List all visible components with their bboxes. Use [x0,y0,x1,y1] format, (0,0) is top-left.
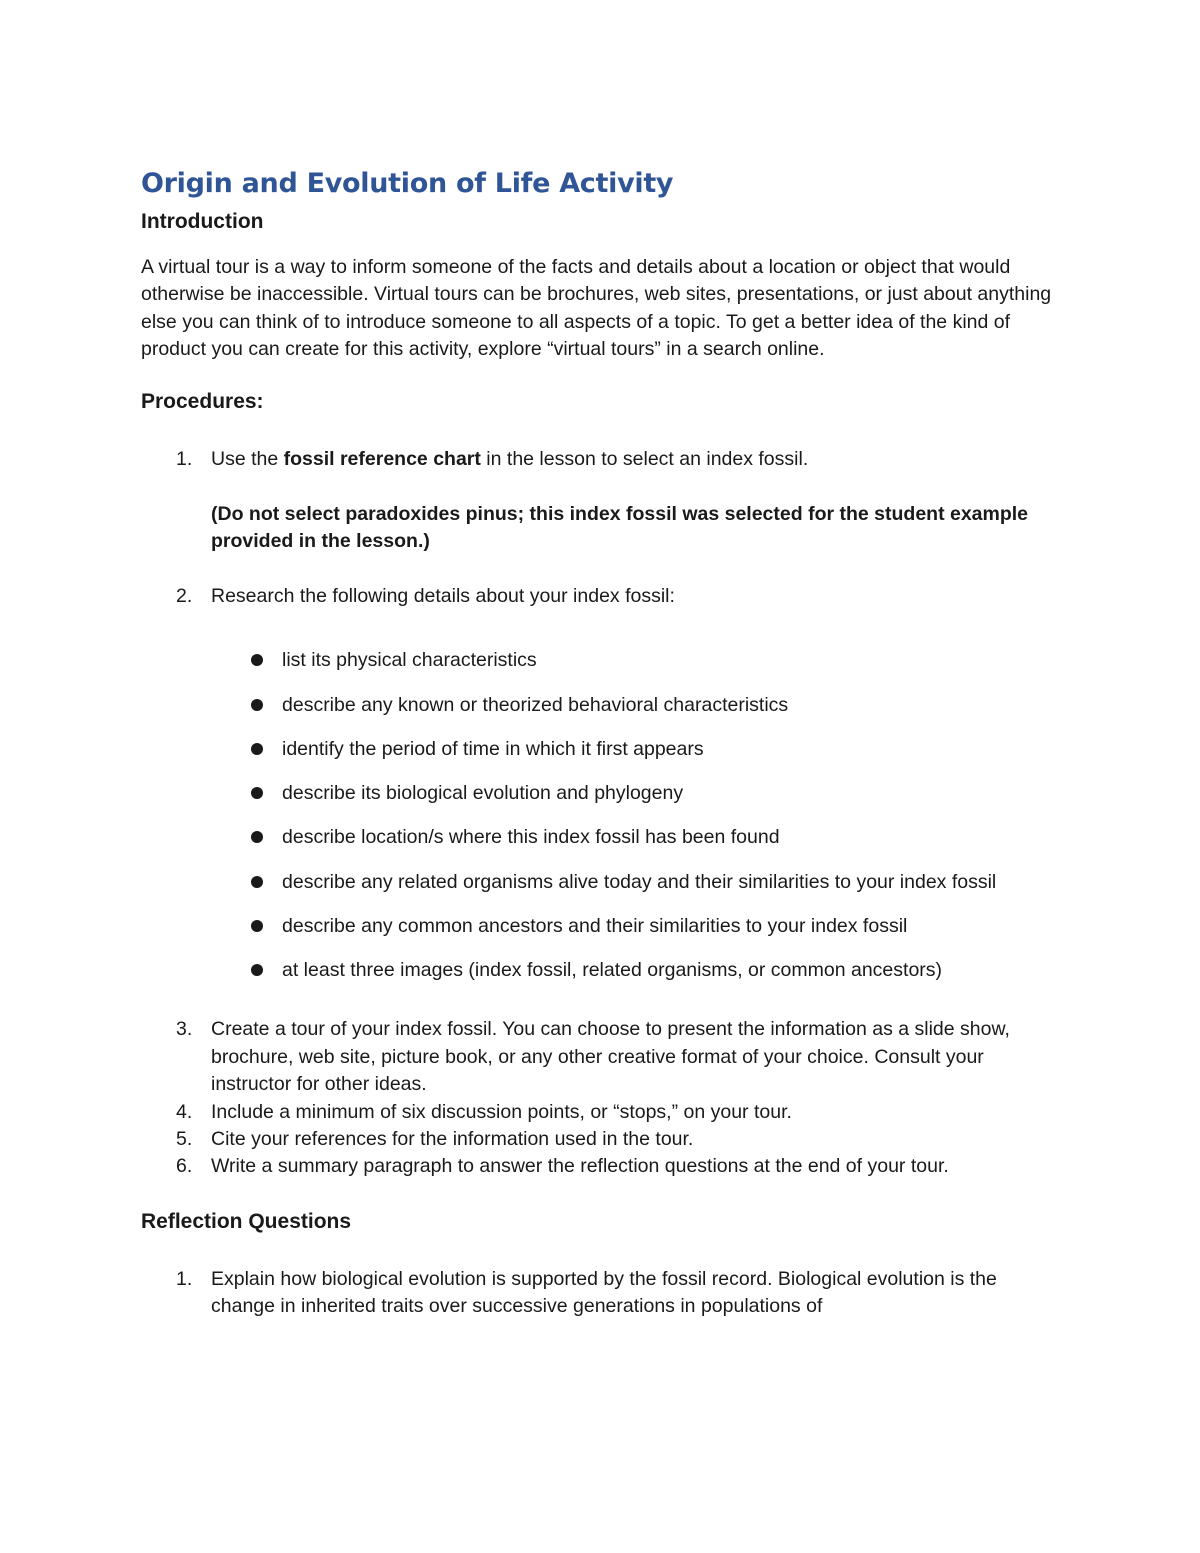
bullet-icon [251,964,263,976]
bullet-icon [251,876,263,888]
list-number: 5. [176,1127,193,1150]
list-number: 1. [176,447,193,470]
bullet-icon [251,743,263,755]
list-number: 2. [176,584,193,607]
procedures-heading: Procedures: [141,389,264,413]
bullet-icon [251,654,263,666]
procedure-step-4 [141,1099,1066,1126]
list-number: 3. [176,1018,193,1041]
step-text: Research the following details about your index fossil: [211,584,675,607]
step-text: Use the [211,447,284,470]
procedure-step-3 [141,1016,1066,1098]
page-title: Origin and Evolution of Life Activity [141,168,674,199]
list-item: describe its biological evolution and phylogeny [141,777,1066,809]
list-item: list its physical characteristics [141,644,1066,676]
bullet-icon [251,831,263,843]
step-text: Cite your references for the information used in the tour. [211,1127,694,1150]
bullet-icon [251,787,263,799]
research-details-list [141,644,1066,986]
bullet-icon [251,699,263,711]
list-number: 6. [176,1155,193,1178]
list-item: describe any common ancestors and their similarities to your index fossil [141,910,1066,942]
list-item: describe location/s where this index fossil has been found [141,821,1066,853]
introduction-paragraph: A virtual tour is a way to inform someone of the facts and details about a location or object that would otherwise be inaccessible. Virtual tours can be brochures, web sites, presentations, or just about anything else you can think of to introduce someone to all aspects of a topic. To get a better idea of the kind of product you can create for this activity, explore “virtual tours” in a search online. [141,256,1052,361]
list-number: 4. [176,1100,193,1123]
document-page [141,166,1066,1321]
list-item: describe any known or theorized behavioral characteristics [141,689,1066,721]
procedure-step-5 [141,1126,1066,1153]
procedure-step-6 [141,1153,1066,1180]
question-text: Explain how biological evolution is supported by the fossil record. Biological evolution is the change in inherited traits over successive generations in populations of [211,1267,997,1318]
reflection-questions-heading: Reflection Questions [141,1209,352,1233]
step-text: Create a tour of your index fossil. You can choose to present the information as a slide show, brochure, web site, picture book, or any other creative format of your choice. Consult your instructor for other ideas. [211,1018,1010,1096]
fossil-reference-chart-emphasis: fossil reference chart [283,447,481,470]
list-number: 1. [176,1267,193,1290]
list-item: identify the period of time in which it first appears [141,733,1066,765]
reflection-question-1 [141,1266,1066,1321]
bullet-icon [251,920,263,932]
procedure-note: (Do not select paradoxides pinus; this index fossil was selected for the student example provided in the lesson.) [211,503,1029,553]
step-text: in the lesson to select an index fossil. [480,447,809,470]
introduction-heading: Introduction [141,210,264,233]
procedure-step-1 [141,446,1066,473]
step-text: Write a summary paragraph to answer the reflection questions at the end of your tour. [211,1155,949,1178]
procedure-step-2 [141,583,1066,610]
list-item: at least three images (index fossil, related organisms, or common ancestors) [141,954,1066,986]
step-text: Include a minimum of six discussion points, or “stops,” on your tour. [211,1100,792,1123]
list-item: describe any related organisms alive today and their similarities to your index fossil [141,866,1066,898]
